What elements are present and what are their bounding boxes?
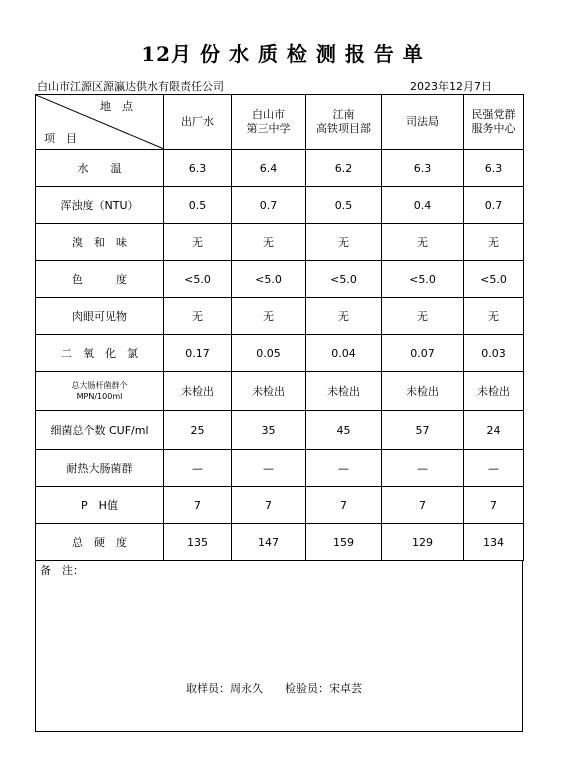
item-label: 色 度 <box>36 261 164 298</box>
value-cell: 6.2 <box>306 150 382 187</box>
value-cell: 6.3 <box>164 150 232 187</box>
value-cell: <5.0 <box>306 261 382 298</box>
table-row <box>36 261 524 298</box>
value-cell: 7 <box>232 487 306 524</box>
item-label: 二 氧 化 氯 <box>36 335 164 372</box>
value-cell: 6.4 <box>232 150 306 187</box>
value-cell: 35 <box>232 411 306 450</box>
value-cell: 0.7 <box>232 187 306 224</box>
value-cell: — <box>164 450 232 487</box>
value-cell: 无 <box>464 298 524 335</box>
table-row <box>36 372 524 411</box>
value-cell: 135 <box>164 524 232 561</box>
value-cell: 7 <box>464 487 524 524</box>
company-name: 白山市江源区源瀛达供水有限责任公司 <box>37 80 224 93</box>
value-cell: 未检出 <box>306 372 382 411</box>
table-row <box>36 224 524 261</box>
value-cell: 无 <box>306 224 382 261</box>
item-label: 肉眼可见物 <box>36 298 164 335</box>
table-row <box>36 187 524 224</box>
value-cell: 159 <box>306 524 382 561</box>
location-header: 司法局 <box>382 95 464 150</box>
table-row <box>36 450 524 487</box>
item-label: 水 温 <box>36 150 164 187</box>
location-header: 出厂水 <box>164 95 232 150</box>
item-label: 总 硬 度 <box>36 524 164 561</box>
value-cell: 未检出 <box>382 372 464 411</box>
item-label: 总大肠杆菌群个 MPN/100ml <box>36 372 164 411</box>
value-cell: <5.0 <box>164 261 232 298</box>
value-cell: 无 <box>382 298 464 335</box>
table-row <box>36 335 524 372</box>
value-cell: 无 <box>464 224 524 261</box>
value-cell: — <box>232 450 306 487</box>
value-cell: 57 <box>382 411 464 450</box>
value-cell: 0.5 <box>164 187 232 224</box>
value-cell: 无 <box>306 298 382 335</box>
value-cell: 7 <box>164 487 232 524</box>
table-row <box>36 524 524 561</box>
value-cell: 未检出 <box>164 372 232 411</box>
location-header: 白山市 第三中学 <box>232 95 306 150</box>
value-cell: — <box>464 450 524 487</box>
value-cell: 0.07 <box>382 335 464 372</box>
value-cell: <5.0 <box>232 261 306 298</box>
value-cell: 129 <box>382 524 464 561</box>
value-cell: 0.7 <box>464 187 524 224</box>
notes-label: 备 注： <box>40 564 84 577</box>
report-date: 2023年12月7日 <box>410 80 492 93</box>
value-cell: 6.3 <box>382 150 464 187</box>
value-cell: <5.0 <box>464 261 524 298</box>
table-row <box>36 487 524 524</box>
value-cell: 134 <box>464 524 524 561</box>
table-row <box>36 150 524 187</box>
report-title: 12月 份 水 质 检 测 报 告 单 <box>141 42 424 66</box>
value-cell: 0.4 <box>382 187 464 224</box>
item-label: 浑浊度（NTU） <box>36 187 164 224</box>
item-label: P H值 <box>36 487 164 524</box>
corner-item-label: 项 目 <box>44 132 77 145</box>
value-cell: 无 <box>232 298 306 335</box>
value-cell: 24 <box>464 411 524 450</box>
value-cell: 无 <box>164 224 232 261</box>
value-cell: — <box>306 450 382 487</box>
value-cell: 147 <box>232 524 306 561</box>
value-cell: <5.0 <box>382 261 464 298</box>
value-cell: 未检出 <box>464 372 524 411</box>
value-cell: 45 <box>306 411 382 450</box>
value-cell: 0.17 <box>164 335 232 372</box>
value-cell: 0.03 <box>464 335 524 372</box>
value-cell: 无 <box>164 298 232 335</box>
table-header-row <box>36 95 524 150</box>
table-row <box>36 411 524 450</box>
value-cell: 0.5 <box>306 187 382 224</box>
value-cell: 0.04 <box>306 335 382 372</box>
value-cell: 未检出 <box>232 372 306 411</box>
value-cell: 0.05 <box>232 335 306 372</box>
water-quality-table <box>35 94 524 561</box>
corner-location-label: 地 点 <box>100 100 133 113</box>
location-header: 江南 高铁项目部 <box>306 95 382 150</box>
notes-section <box>35 560 523 732</box>
item-label: 细菌总个数 CUF/ml <box>36 411 164 450</box>
signature-line: 取样员：周永久 检验员：宋卓芸 <box>186 682 362 695</box>
value-cell: 无 <box>232 224 306 261</box>
item-label: 溴 和 味 <box>36 224 164 261</box>
location-header: 民强党群 服务中心 <box>464 95 524 150</box>
corner-cell <box>36 95 164 150</box>
value-cell: 7 <box>306 487 382 524</box>
value-cell: 25 <box>164 411 232 450</box>
value-cell: 6.3 <box>464 150 524 187</box>
item-label: 耐热大肠菌群 <box>36 450 164 487</box>
value-cell: 7 <box>382 487 464 524</box>
value-cell: — <box>382 450 464 487</box>
value-cell: 无 <box>382 224 464 261</box>
table-row <box>36 298 524 335</box>
